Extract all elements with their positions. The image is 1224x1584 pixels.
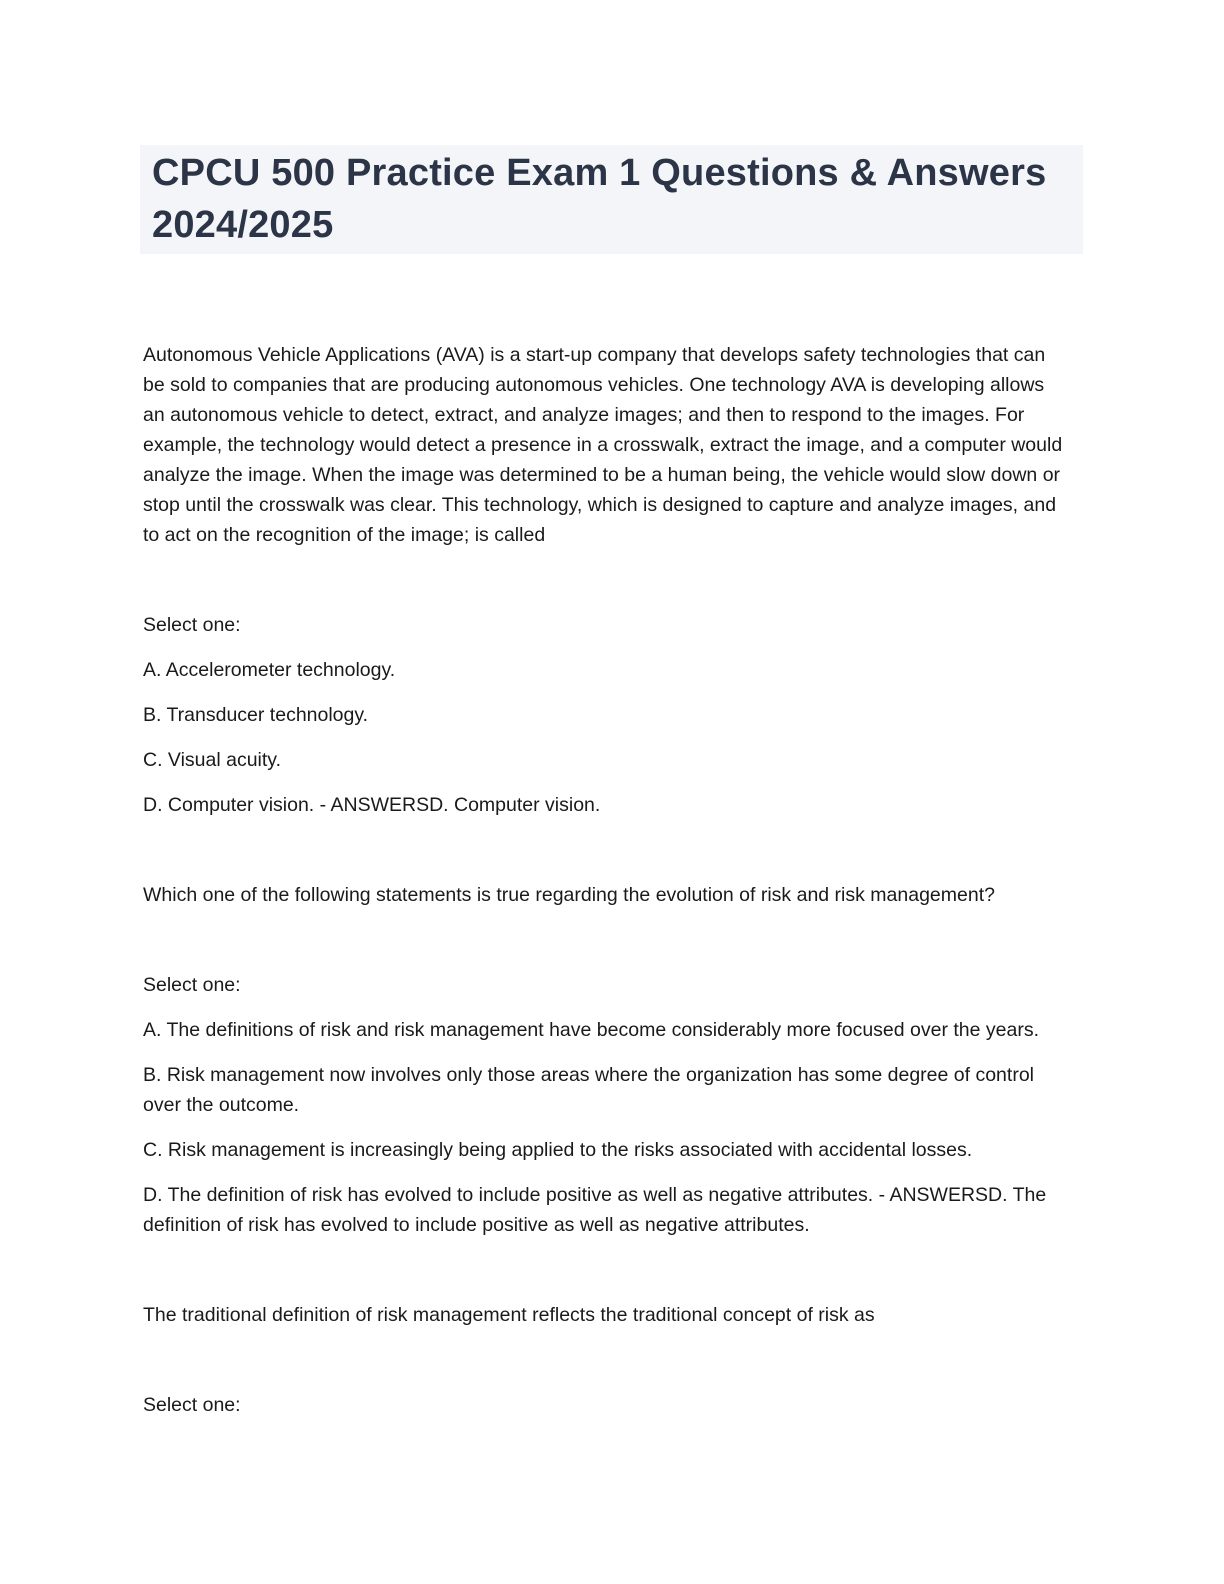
answer-option-b: B. Transducer technology. [143,704,369,726]
answer-option-d: D. The definition of risk has evolved to include positive as well as negative attributes. - ANSWERSD. The definition of risk has evolved to include positive as well as negative attributes. [143,1184,1047,1236]
answer-option-d: D. Computer vision. - ANSWERSD. Computer vision. [143,794,601,816]
question-stem: The traditional definition of risk management reflects the traditional concept of risk as [143,1304,875,1326]
select-one-label: Select one: [143,1394,241,1416]
blank-line [143,925,1067,970]
blank-line [143,565,1067,610]
question-stem: Which one of the following statements is true regarding the evolution of risk and risk management? [143,884,995,906]
question-block-3 [143,1300,1067,1420]
blank-line [143,1255,1067,1300]
question-block-1 [143,340,1067,820]
answer-option-a: A. Accelerometer technology. [143,659,396,681]
select-one-label: Select one: [143,974,241,996]
blank-line [143,1345,1067,1390]
blank-line [143,835,1067,880]
question-stem: Autonomous Vehicle Applications (AVA) is a start-up company that develops safety technologies that can be sold to companies that are producing autonomous vehicles. One technology AVA is developing allows an autonomous vehicle to detect, extract, and analyze images; and then to respond to the images. For example, the technology would detect a presence in a crosswalk, extract the image, and a computer would analyze the image. When the image was determined to be a human being, the vehicle would slow down or stop until the crosswalk was clear. This technology, which is designed to capture and analyze images, and to act on the recognition of the image; is called [143,344,1063,546]
answer-option-c: C. Visual acuity. [143,749,282,771]
answer-option-c: C. Risk management is increasingly being applied to the risks associated with accidental losses. [143,1139,973,1161]
answer-option-a: A. The definitions of risk and risk management have become considerably more focused over the years. [143,1019,1040,1041]
question-block-2 [143,880,1067,1240]
page-title: CPCU 500 Practice Exam 1 Questions & Answers 2024/2025 [140,145,1083,254]
select-one-label: Select one: [143,614,241,636]
answer-option-b: B. Risk management now involves only those areas where the organization has some degree of control over the outcome. [143,1064,1034,1116]
